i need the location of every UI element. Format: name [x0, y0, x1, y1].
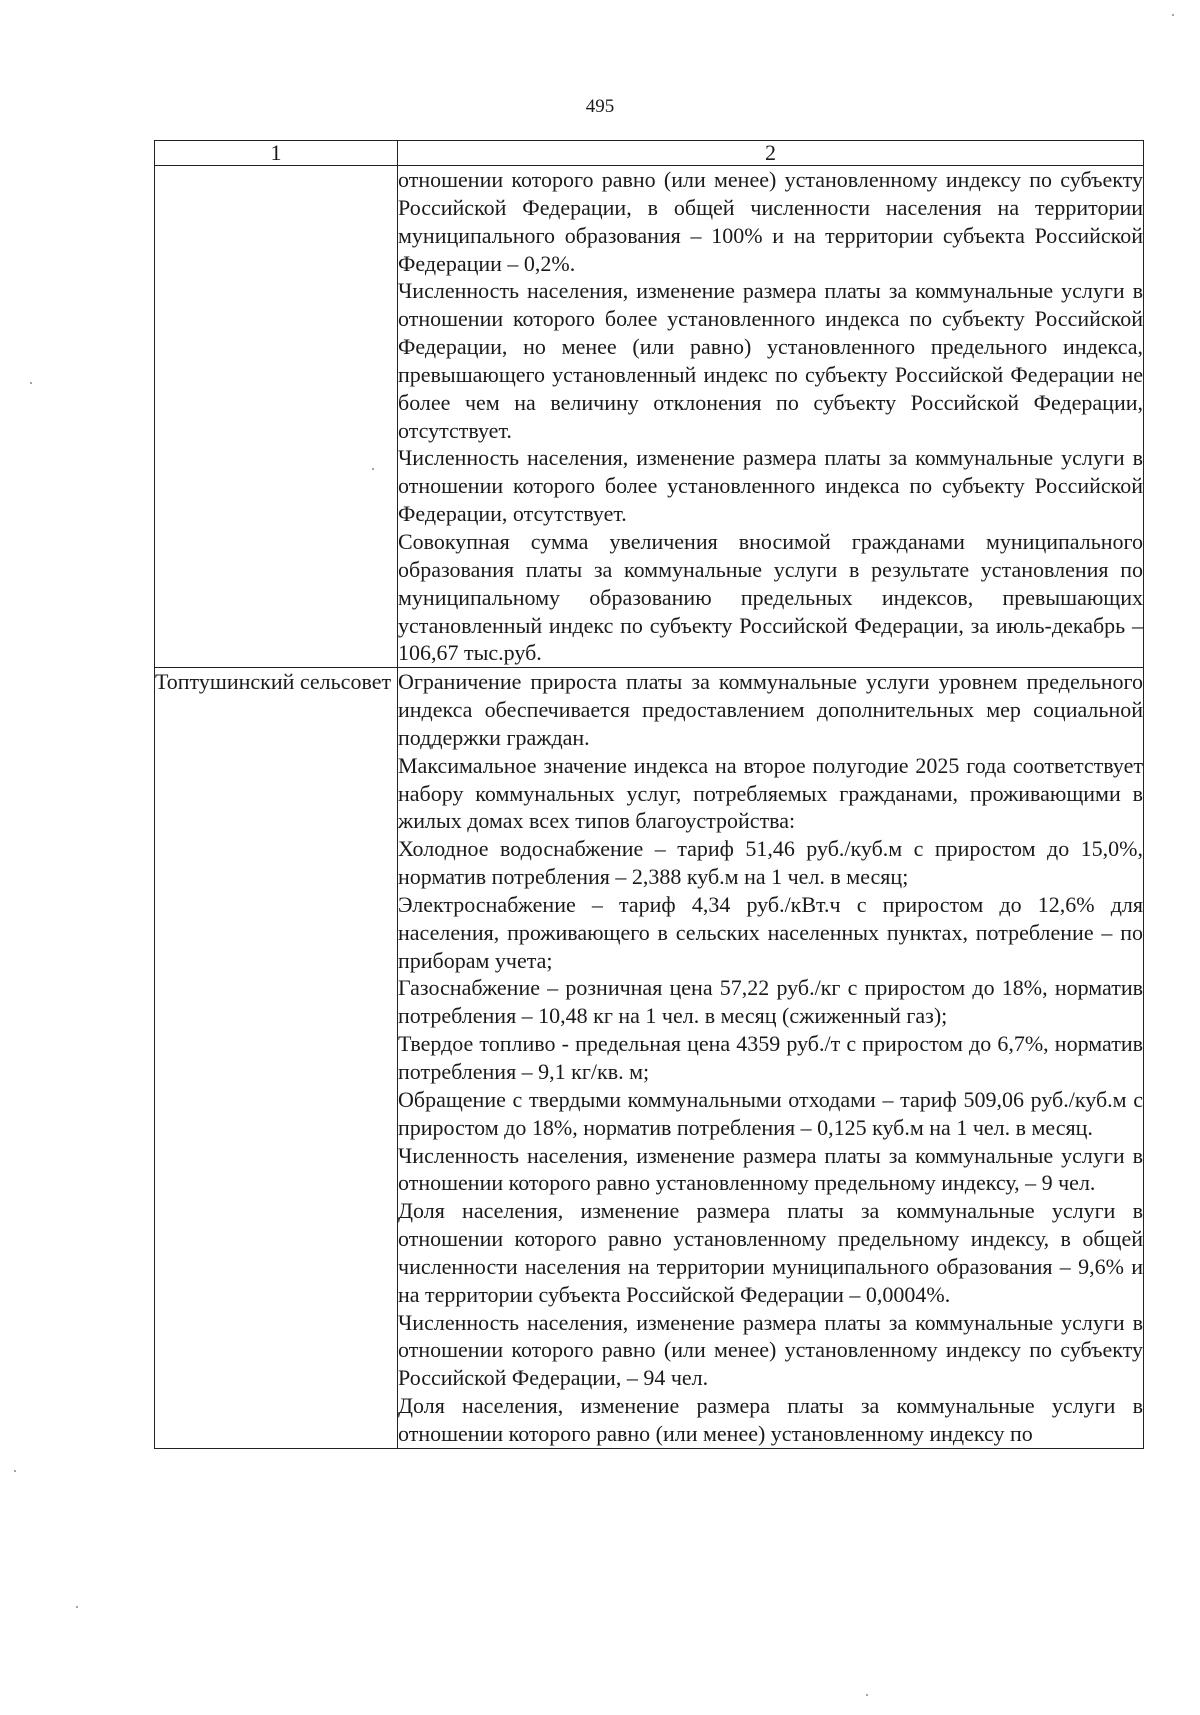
paragraph: Численность населения, изменение размера платы за коммунальные услуги в отношении которого более установленного индекса по субъекту Российской Федерации, но менее (или равно) установленного предельного индекса, превышающего установленный индекс по субъекту Российской Федерации не более чем на величину отклонения по субъекту Российской Федерации, отсутствует.	[398, 278, 1143, 443]
paragraph: Доля населения, изменение размера платы за коммунальные услуги в отношении которого равно установленному предельному индексу, в общей численности населения на территории муниципального образования – 9,6% и на территории субъекта Российской Федерации – 0,0004%.	[398, 1198, 1143, 1307]
scan-speck	[14, 1470, 16, 1472]
paragraph: Численность населения, изменение размера платы за коммунальные услуги в отношении которого равно установленному предельному индексу, – 9 чел.	[398, 1142, 1143, 1196]
paragraph: Холодное водоснабжение – тариф 51,46 руб./куб.м с приростом до 15,0%, норматив потребления – 2,388 куб.м на 1 чел. в месяц;	[398, 836, 1143, 890]
paragraph: Численность населения, изменение размера платы за коммунальные услуги в отношении которого равно (или менее) установленному индексу по субъекту Российской Федерации, – 94 чел.	[398, 1309, 1143, 1391]
column-header-1: 1	[155, 141, 398, 166]
table-header-row	[155, 141, 1144, 166]
scan-speck	[1172, 14, 1174, 16]
scan-speck	[30, 382, 32, 384]
scan-speck	[372, 468, 374, 470]
description-cell	[398, 166, 1144, 668]
paragraph: Совокупная сумма увеличения вносимой гражданами муниципального образования платы за коммунальные услуги в результате установления по муниципальному образованию предельных индексов, превышающих установленный индекс по субъекту Российской Федерации, за июль-декабрь – 106,67 тыс.руб.	[398, 528, 1143, 666]
paragraph: Электроснабжение – тариф 4,34 руб./кВт.ч с приростом до 12,6% для населения, проживающего в сельских населенных пунктах, потребление – по приборам учета;	[398, 891, 1143, 973]
table-row	[155, 166, 1144, 668]
scan-speck	[866, 1694, 868, 1696]
paragraph: Численность населения, изменение размера платы за коммунальные услуги в отношении которого более установленного индекса по субъекту Российской Федерации, отсутствует.	[398, 445, 1143, 527]
municipality-name-cell	[155, 166, 398, 668]
column-header-2: 2	[398, 141, 1144, 166]
paragraph: Обращение с твердыми коммунальными отходами – тариф 509,06 руб./куб.м с приростом до 18%, норматив потребления – 0,125 куб.м на 1 чел. в месяц.	[398, 1086, 1143, 1140]
scan-speck	[76, 1606, 78, 1608]
paragraph: Газоснабжение – розничная цена 57,22 руб./кг с приростом до 18%, норматив потребления – 10,48 кг на 1 чел. в месяц (сжиженный газ);	[398, 975, 1143, 1029]
description-cell	[398, 668, 1144, 1449]
table-row	[155, 668, 1144, 1449]
municipal-index-table	[154, 140, 1144, 1449]
paragraph: Твердое топливо - предельная цена 4359 руб./т с приростом до 6,7%, норматив потребления – 9,1 кг/кв. м;	[398, 1031, 1143, 1084]
paragraph: отношении которого равно (или менее) установленному индексу по субъекту Российской Федерации, в общей численности населения на территории муниципального образования – 100% и на территории субъекта Российской Федерации – 0,2%.	[398, 167, 1143, 276]
paragraph: Доля населения, изменение размера платы за коммунальные услуги в отношении которого равно (или менее) установленному индексу по	[398, 1393, 1143, 1446]
paragraph: Максимальное значение индекса на второе полугодие 2025 года соответствует набору коммунальных услуг, потребляемых гражданами, проживающими в жилых домах всех типов благоустройства:	[398, 752, 1143, 834]
page-number: 495	[585, 96, 615, 117]
municipality-name-cell: Топтушинский сельсовет	[155, 668, 398, 1449]
paragraph: Ограничение прироста платы за коммунальные услуги уровнем предельного индекса обеспечивается предоставлением дополнительных мер социальной поддержки граждан.	[398, 669, 1143, 750]
